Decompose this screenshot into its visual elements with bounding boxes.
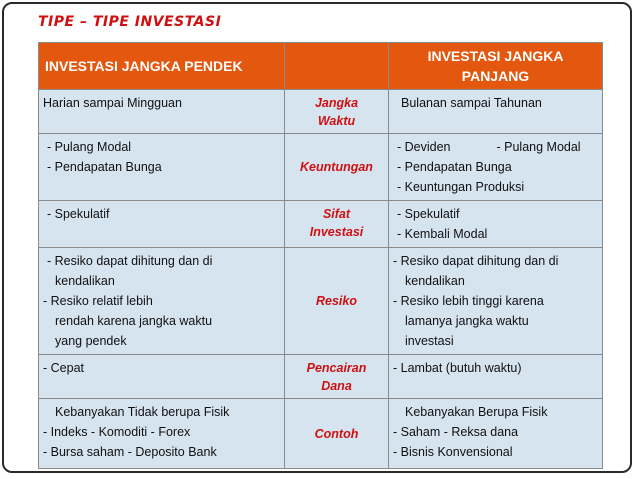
- cell-line: - Resiko lebih tinggi karena: [393, 294, 544, 308]
- cell-line: - Resiko relatif lebih: [43, 294, 153, 308]
- table-row: [39, 399, 603, 469]
- cell-line: - Pendapatan Bunga: [397, 160, 512, 174]
- short-term-cell: [39, 248, 285, 355]
- cell-line: Kebanyakan Tidak berupa Fisik: [55, 405, 230, 419]
- category-label: Pencairan Dana: [306, 361, 367, 393]
- long-term-cell: [389, 90, 603, 134]
- cell-line: - Bursa saham - Deposito Bank: [43, 445, 217, 459]
- short-term-cell: [39, 201, 285, 248]
- long-term-cell: [389, 399, 603, 469]
- cell-line: investasi: [405, 334, 454, 348]
- category-label: Contoh: [314, 426, 359, 441]
- cell-line: lamanya jangka waktu: [405, 314, 529, 328]
- category-cell: [285, 248, 389, 355]
- investment-types-table: [38, 42, 603, 469]
- cell-text: - Deviden: [397, 140, 451, 154]
- cell-line: kendalikan: [405, 274, 465, 288]
- long-term-cell: [389, 248, 603, 355]
- long-term-cell: [389, 134, 603, 201]
- table-row: [39, 355, 603, 399]
- cell-line: - Lambat (butuh waktu): [393, 361, 522, 375]
- cell-line: - Saham - Reksa dana: [393, 425, 519, 439]
- header-category: [285, 43, 389, 90]
- cell-line: - Indeks - Komoditi - Forex: [43, 425, 191, 439]
- category-label: Jangka Waktu: [314, 96, 359, 128]
- short-term-cell: [39, 90, 285, 134]
- header-short-term: INVESTASI JANGKA PENDEK: [39, 43, 285, 90]
- header-long-term: INVESTASI JANGKA PANJANG: [389, 43, 603, 90]
- cell-line: - Bisnis Konvensional: [393, 445, 513, 459]
- cell-line: - Cepat: [43, 361, 84, 375]
- long-term-cell: [389, 201, 603, 248]
- category-label: Keuntungan: [300, 160, 373, 174]
- category-label: Resiko: [316, 294, 357, 308]
- cell-line: - Spekulatif: [47, 207, 110, 221]
- cell-text: - Pulang Modal: [496, 140, 581, 154]
- cell-line: Bulanan sampai Tahunan: [401, 96, 542, 110]
- short-term-cell: [39, 399, 285, 469]
- cell-line: Kebanyakan Berupa Fisik: [405, 405, 548, 419]
- short-term-cell: [39, 355, 285, 399]
- long-term-cell: [389, 355, 603, 399]
- cell-line: Harian sampai Mingguan: [43, 96, 182, 110]
- cell-line: - Resiko dapat dihitung dan di: [393, 254, 559, 268]
- category-cell: [285, 355, 389, 399]
- cell-line: - Pendapatan Bunga: [47, 160, 162, 174]
- cell-line: - Keuntungan Produksi: [397, 180, 525, 194]
- cell-line: - Pulang Modal: [47, 140, 132, 154]
- slide-title: TIPE – TIPE INVESTASI: [38, 14, 222, 30]
- cell-line: rendah karena jangka waktu: [55, 314, 213, 328]
- category-cell: [285, 201, 389, 248]
- table-row: [39, 90, 603, 134]
- table-row: [39, 201, 603, 248]
- table-header-row: [39, 43, 603, 90]
- table-row: [39, 248, 603, 355]
- cell-line: [393, 137, 598, 157]
- cell-line: - Spekulatif: [397, 207, 460, 221]
- cell-line: kendalikan: [55, 274, 115, 288]
- cell-line: yang pendek: [55, 334, 127, 348]
- table-row: [39, 134, 603, 201]
- category-cell: [285, 134, 389, 201]
- cell-line: - Resiko dapat dihitung dan di: [47, 254, 213, 268]
- cell-line: - Kembali Modal: [397, 227, 488, 241]
- category-cell: [285, 90, 389, 134]
- category-label: Sifat Investasi: [309, 207, 364, 239]
- short-term-cell: [39, 134, 285, 201]
- category-cell: [285, 399, 389, 469]
